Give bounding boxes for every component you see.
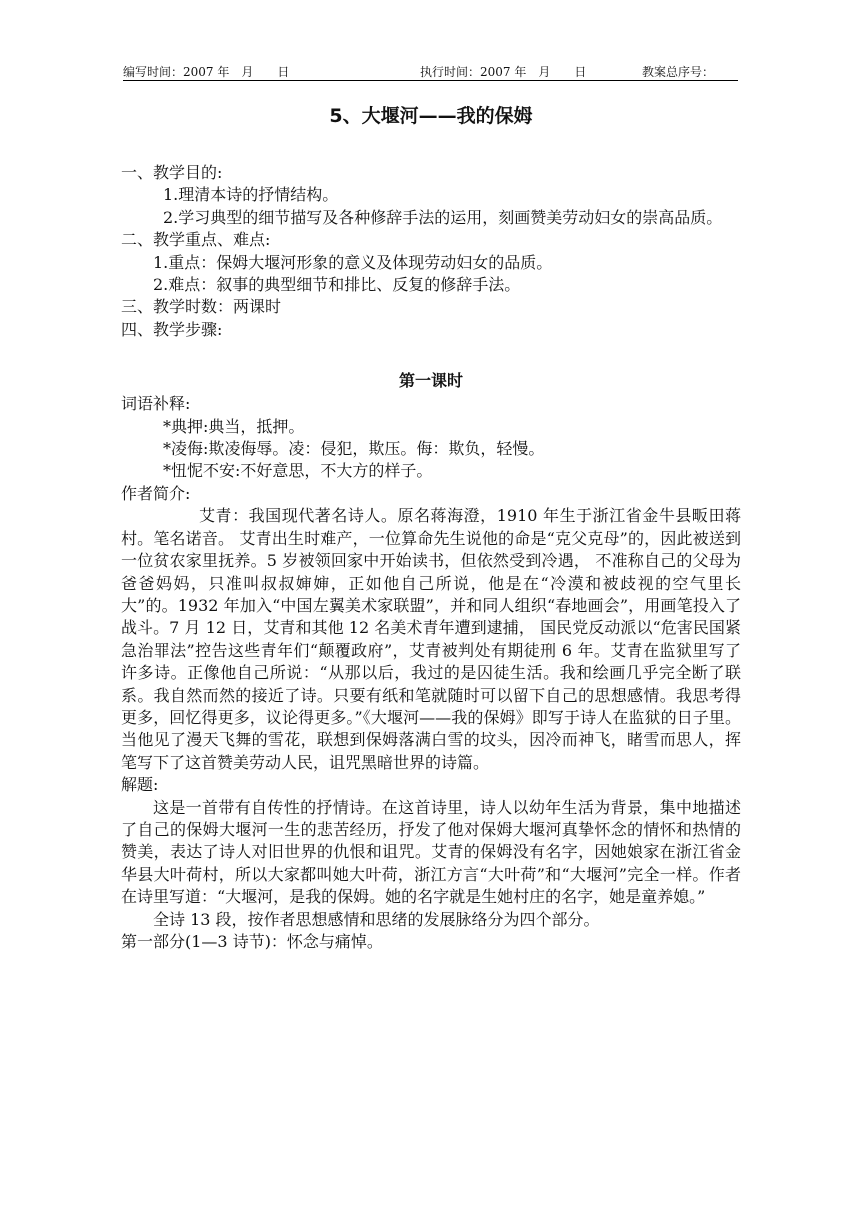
- document-body: [121, 104, 741, 953]
- key-item-1: 1.重点：保姆大堰河形象的意义及体现劳动妇女的品质。: [153, 252, 553, 272]
- vocab-item-3: *忸怩不安:不好意思，不大方的样子。: [163, 461, 433, 481]
- goal-heading: 一、教学目的:: [121, 163, 223, 182]
- vocab-item-1: *典押:典当，抵押。: [163, 416, 305, 436]
- theme-text: 这是一首带有自传性的抒情诗。在这首诗里，诗人以幼年生活为背景，集中地描述了自己的保姆大堰河一生的悲苦经历，抒发了他对保姆大堰河真挚怀念的情怀和热情的赞美，表达了诗人对旧世界的仇恨和诅咒。艾青的保姆没有名字，因她娘家在浙江省金华县大叶荷村，所以大家都叫她大叶荷，浙江方言“大叶荷”和“大堰河”完全一样。作者在诗里写道：“大堰河，是我的保姆。她的名字就是生她村庄的名字，她是童养媳。”: [121, 797, 741, 907]
- vocab-item-2: *凌侮:欺凌侮辱。凌：侵犯，欺压。侮：欺负，轻慢。: [163, 439, 545, 459]
- vocab-heading: 词语补释:: [121, 394, 191, 414]
- compile-time: 编写时间：2007 年 月 日: [123, 65, 290, 79]
- author-heading: 作者简介:: [121, 483, 191, 503]
- structure-text: 全诗 13 段，按作者思想感情和思绪的发展脉络分为四个部分。: [153, 909, 600, 929]
- part-1: 第一部分(1—3 诗节)：怀念与痛悼。: [121, 932, 383, 951]
- plan-number: 教案总序号：: [642, 65, 715, 79]
- steps-heading: 四、教学步骤:: [121, 319, 223, 339]
- goal-item-2: 2.学习典型的细节描写及各种修辞手法的运用，刻画赞美劳动妇女的崇高品质。: [163, 207, 723, 227]
- lesson-heading: 第一课时: [398, 371, 463, 391]
- execution-time: 执行时间：2007 年 月 日: [420, 65, 587, 79]
- goal-item-1: 1.理清本诗的抒情结构。: [163, 185, 339, 205]
- theme-heading: 解题:: [121, 775, 159, 795]
- key-item-2: 2.难点：叙事的典型细节和排比、反复的修辞手法。: [153, 275, 521, 295]
- key-heading: 二、教学重点、难点:: [121, 230, 271, 250]
- page-header: [123, 60, 738, 81]
- author-text: 艾青：我国现代著名诗人。原名蒋海澄，1910 年生于浙江省金牛县畈田蒋村。笔名诺音。 艾青出生时难产，一位算命先生说他的命是“克父克母”的，因此被送到一位贫农家里抚养。5 岁被领回家中开始读书，但依然受到冷遇， 不准称自己的父母为爸爸妈妈，只准叫叔叔婶婶，正如他自己所说，他是在“冷漠和被歧视的空气里长大”的。1932 年加入“中国左翼美术家联盟”，并和同人组织“春地画会”，用画笔投入了战斗。7 月 12 日，艾青和其他 12 名美术青年遭到逮捕， 国民党反动派以“危害民国紧急治罪法”控告这些青年们“颠覆政府”，艾青被判处有期徒刑 6 年。艾青在监狱里写了许多诗。正像他自己所说：“从那以后，我过的是囚徒生活。我和绘画几乎完全断了联系。我自然而然的接近了诗。只要有纸和笔就随时可以留下自己的思想感情。我思考得更多，回忆得更多，议论得更多。”《大堰河——我的保姆》即写于诗人在监狱的日子里。当他见了漫天飞舞的雪花，联想到保姆落满白雪的坟头，因冷而神飞，睹雪而思人，挥笔写下了这首赞美劳动人民，诅咒黑暗世界的诗篇。: [121, 506, 741, 772]
- teaching-hours: 三、教学时数：两课时: [121, 297, 282, 317]
- document-title: 5、大堰河——我的保姆: [329, 105, 533, 127]
